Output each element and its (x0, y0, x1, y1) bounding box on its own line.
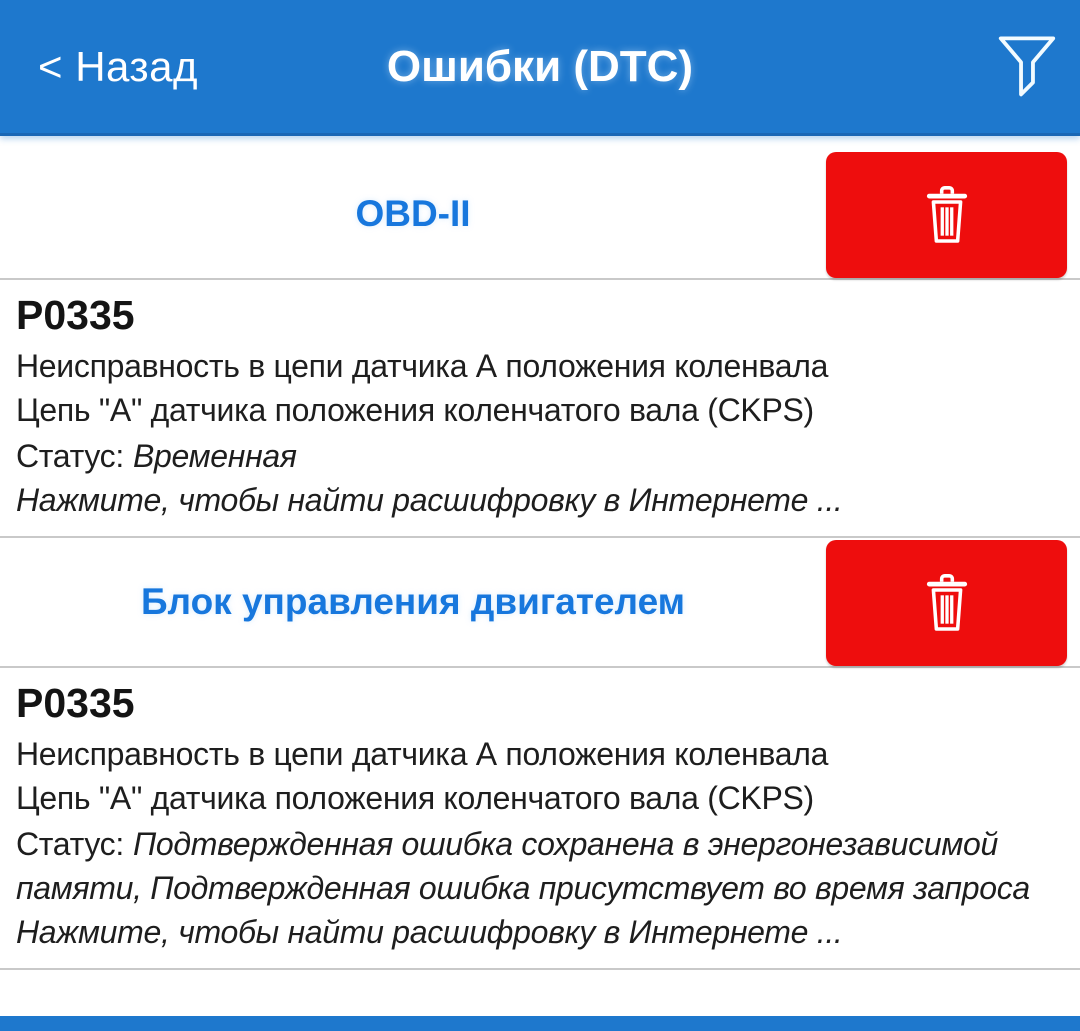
dtc-description (16, 344, 1064, 432)
dtc-status (16, 822, 1064, 910)
dtc-description-line: Неисправность в цепи датчика А положения коленвала (16, 736, 829, 772)
section-header-row (0, 538, 1080, 668)
dtc-status-label: Статус: (16, 826, 124, 862)
dtc-code: P0335 (16, 292, 135, 338)
app-header (0, 0, 1080, 136)
dtc-status-label: Статус: (16, 438, 124, 474)
filter-funnel-icon (996, 32, 1058, 102)
dtc-section-ecu (0, 538, 1080, 970)
dtc-status-value: Подтвержденная ошибка сохранена в энергонезависимой памяти, Подтвержденная ошибка присутствует во время запроса (16, 826, 1030, 906)
dtc-lookup-hint[interactable]: Нажмите, чтобы найти расшифровку в Интернете ... (16, 914, 843, 950)
delete-button[interactable] (826, 540, 1067, 666)
dtc-lookup-hint[interactable]: Нажмите, чтобы найти расшифровку в Интернете ... (16, 482, 843, 518)
dtc-description (16, 732, 1064, 820)
back-button[interactable]: < Назад (38, 42, 199, 90)
trash-icon (921, 184, 973, 246)
dtc-entry[interactable] (0, 680, 1080, 970)
dtc-status-value: Временная (132, 438, 297, 474)
dtc-status (16, 434, 1064, 478)
dtc-description-line: Неисправность в цепи датчика А положения коленвала (16, 348, 829, 384)
dtc-section-obd2 (0, 150, 1080, 538)
page-title: Ошибки (DTC) (386, 41, 694, 91)
dtc-code: P0335 (16, 680, 135, 726)
dtc-description-line: Цепь "А" датчика положения коленчатого вала (CKPS) (16, 392, 814, 428)
delete-button[interactable] (826, 152, 1067, 278)
filter-button[interactable] (992, 27, 1062, 107)
dtc-entry[interactable] (0, 292, 1080, 538)
bottom-bar (0, 1016, 1080, 1031)
section-title: OBD-II (355, 193, 471, 234)
trash-icon (921, 572, 973, 634)
dtc-description-line: Цепь "А" датчика положения коленчатого вала (CKPS) (16, 780, 814, 816)
section-title: Блок управления двигателем (140, 581, 686, 622)
section-header-row (0, 150, 1080, 280)
dtc-list (0, 150, 1080, 970)
